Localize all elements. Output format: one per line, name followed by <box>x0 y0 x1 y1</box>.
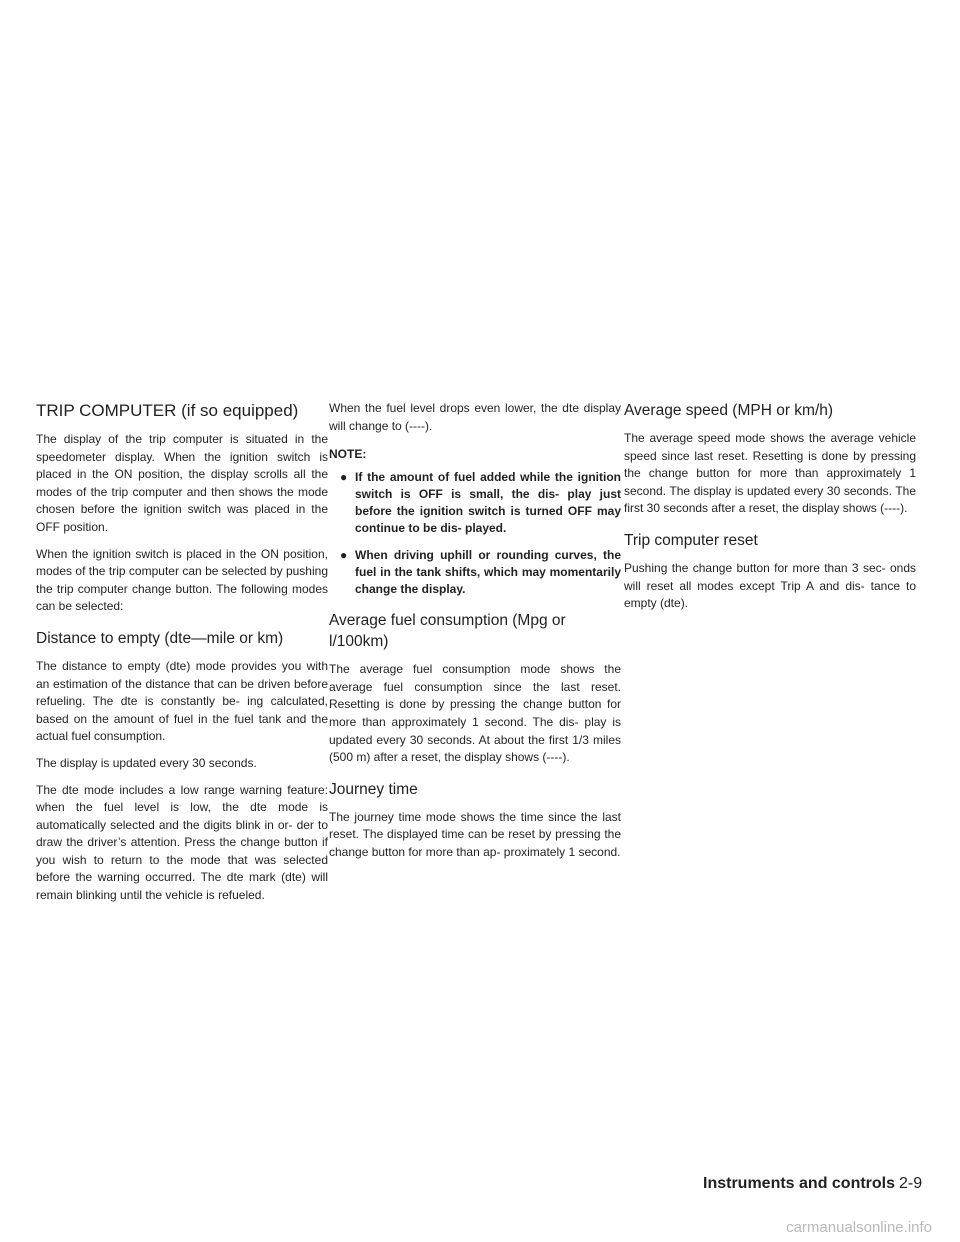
watermark <box>0 1198 960 1242</box>
note-text: When driving uphill or rounding curves, the fuel in the tank shifts, which may momentarily change the display. <box>355 548 621 597</box>
column-right <box>624 400 916 622</box>
bullet-icon: ● <box>340 548 348 563</box>
footer-section-name: Instruments and controls <box>703 1175 896 1192</box>
paragraph: The dte mode includes a low range warning feature: when the fuel level is low, the dte mode is automatically selected and the digits blink in or- der to draw the driver’s attention. Press the change button if you wish to return to the mode that was selected before the warning occurred. The dte mark (dte) will remain blinking until the vehicle is refueled. <box>36 782 328 903</box>
paragraph: The average fuel consumption mode shows the average fuel consumption since the last reset. Resetting is done by pressing the change button for more than approximately 1 second. The dis- play is updated every 30 seconds. At about the first 1/3 miles (500 m) after a reset, the display shows (----). <box>329 662 621 765</box>
paragraph: When the ignition switch is placed in the ON position, modes of the trip computer can be selected by pushing the trip computer change button. The following modes can be selected: <box>36 546 328 614</box>
column-left <box>36 400 328 914</box>
paragraph: When the fuel level drops even lower, the dte display will change to (----). <box>329 401 621 433</box>
note-item <box>329 469 621 537</box>
paragraph: The display of the trip computer is situated in the speedometer display. When the ignition switch is placed in the ON position, the display scrolls all the modes of the trip computer and then shows the mode chosen before the ignition switch was placed in the OFF position. <box>36 432 328 534</box>
paragraph: The journey time mode shows the time since the last reset. The displayed time can be reset by pressing the change button for more than ap- proximately 1 second. <box>329 809 621 859</box>
watermark-text: carmanualsonline.info <box>786 1219 932 1236</box>
subsection-heading: Journey time <box>329 780 418 798</box>
page-number: 2-9 <box>899 1175 923 1192</box>
section-heading: TRIP COMPUTER (if so equipped) <box>36 401 299 420</box>
subsection-heading: Average speed (MPH or km/h) <box>624 402 834 419</box>
subsection-heading: Average fuel consumption (Mpg or l/100km) <box>329 612 566 651</box>
paragraph: Pushing the change button for more than 3 sec- onds will reset all modes except Trip A and dis- tance to empty (dte). <box>624 560 916 611</box>
paragraph: The distance to empty (dte) mode provides you with an estimation of the distance that can be driven before refueling. The dte is constantly be- ing calculated, based on the amount of fuel in the fuel tank and the actual fuel consumption. <box>36 658 328 744</box>
paragraph: The average speed mode shows the average vehicle speed since last reset. Resetting is done by pressing the change button for more than approximately 1 second. The display is updated every 30 seconds. The first 30 seconds after a reset, the display shows (----). <box>624 431 916 516</box>
note-text: If the amount of fuel added while the ignition switch is OFF is small, the dis- play just before the ignition switch is turned OFF may continue to be dis- played. <box>355 470 621 536</box>
subsection-heading: Distance to empty (dte—mile or km) <box>36 629 284 647</box>
column-middle <box>329 400 621 871</box>
note-label: NOTE: <box>329 447 367 462</box>
note-item <box>329 547 621 598</box>
page-footer <box>703 1175 928 1193</box>
paragraph: The display is updated every 30 seconds. <box>36 755 257 770</box>
subsection-heading: Trip computer reset <box>624 531 758 549</box>
bullet-icon: ● <box>340 470 348 485</box>
